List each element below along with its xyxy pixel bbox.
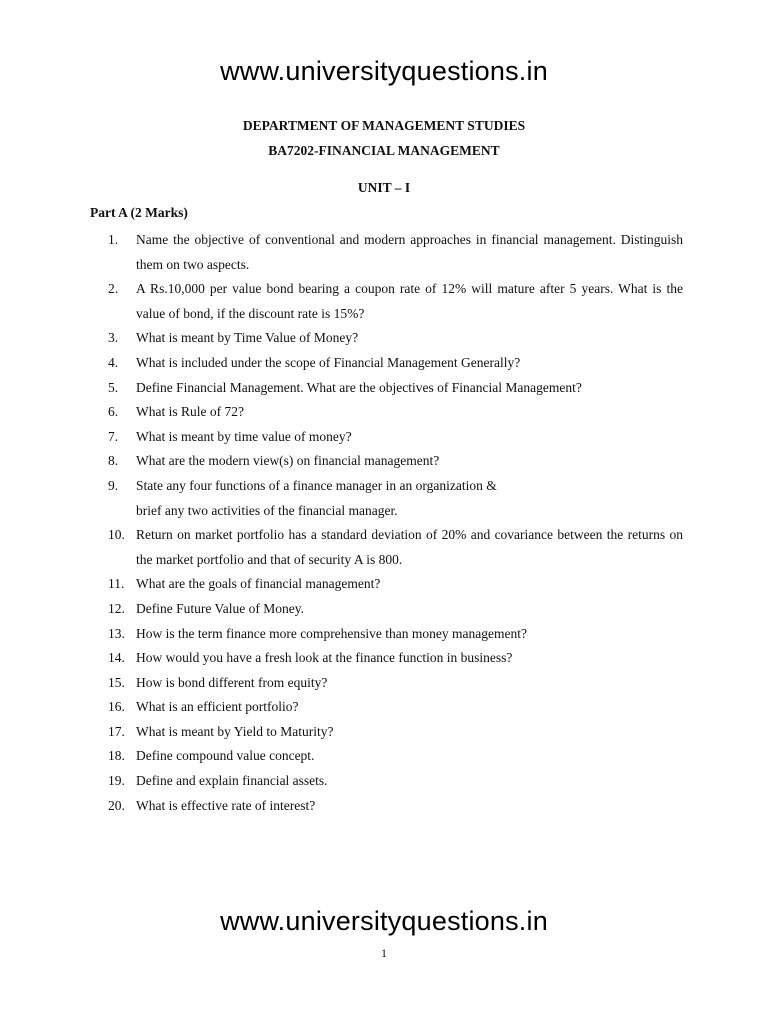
question-text: What is meant by time value of money? — [136, 428, 352, 444]
question-number: 19. — [108, 773, 125, 789]
question-item — [108, 769, 683, 794]
question-text-line-2: brief any two activities of the financial manager. — [136, 502, 398, 518]
question-item — [108, 523, 683, 572]
question-text: What is Rule of 72? — [136, 404, 244, 420]
question-number: 20. — [108, 797, 125, 813]
question-number: 17. — [108, 723, 125, 739]
question-number: 14. — [108, 650, 125, 666]
question-number: 6. — [108, 404, 119, 420]
question-number: 7. — [108, 428, 119, 444]
question-text: What is meant by Time Value of Money? — [136, 330, 359, 346]
question-text: What is meant by Yield to Maturity? — [136, 723, 334, 739]
question-item — [108, 376, 683, 401]
question-text: What are the goals of financial management? — [136, 576, 381, 592]
question-item — [108, 572, 683, 597]
page-number: 1 — [381, 946, 387, 960]
question-number: 16. — [108, 699, 125, 715]
question-text: Define Future Value of Money. — [136, 600, 304, 616]
question-item — [108, 597, 683, 622]
question-text: How would you have a fresh look at the finance function in business? — [136, 650, 513, 666]
question-number: 13. — [108, 625, 125, 641]
question-number: 3. — [108, 330, 119, 346]
question-text: Return on market portfolio has a standard deviation of 20% and covariance between the returns on the market portfolio and that of security A is 800. — [136, 527, 683, 567]
question-text: What is an efficient portfolio? — [136, 699, 299, 715]
question-number: 11. — [108, 576, 125, 592]
question-text: What is effective rate of interest? — [136, 797, 316, 813]
question-text: A Rs.10,000 per value bond bearing a coupon rate of 12% will mature after 5 years. What is the value of bond, if the discount rate is 15%? — [136, 281, 683, 321]
question-number: 9. — [108, 477, 119, 493]
question-number: 4. — [108, 354, 119, 370]
question-text-line-1: State any four functions of a finance manager in an organization & — [136, 477, 497, 493]
question-number: 2. — [108, 281, 119, 297]
question-text: What is included under the scope of Financial Management Generally? — [136, 354, 521, 370]
question-item — [108, 425, 683, 450]
question-list — [108, 228, 683, 818]
watermark-bottom: www.universityquestions.in — [220, 906, 548, 936]
question-item — [108, 400, 683, 425]
question-text: How is bond different from equity? — [136, 674, 328, 690]
question-item — [108, 474, 683, 523]
question-text: What are the modern view(s) on financial management? — [136, 453, 440, 469]
unit-heading: UNIT – I — [357, 180, 411, 195]
watermark-top: www.universityquestions.in — [220, 56, 548, 86]
question-item — [108, 351, 683, 376]
question-item — [108, 720, 683, 745]
question-item — [108, 794, 683, 819]
question-item — [108, 695, 683, 720]
question-text: Name the objective of conventional and modern approaches in financial management. Distinguish them on two aspects. — [136, 232, 683, 272]
question-number: 10. — [108, 527, 125, 543]
question-number: 15. — [108, 674, 125, 690]
question-item — [108, 326, 683, 351]
question-number: 1. — [108, 232, 119, 247]
question-text: How is the term finance more comprehensive than money management? — [136, 625, 527, 641]
question-text: Define Financial Management. What are the objectives of Financial Management? — [136, 379, 582, 395]
question-item — [108, 671, 683, 696]
part-heading: Part A (2 Marks) — [90, 205, 188, 220]
question-number: 5. — [108, 379, 119, 395]
course-heading: BA7202-FINANCIAL MANAGEMENT — [268, 143, 500, 158]
question-number: 12. — [108, 600, 125, 616]
department-heading: DEPARTMENT OF MANAGEMENT STUDIES — [242, 118, 526, 133]
question-number: 8. — [108, 453, 119, 469]
question-item — [108, 277, 683, 326]
question-item — [108, 449, 683, 474]
question-text: Define and explain financial assets. — [136, 773, 328, 789]
question-item — [108, 622, 683, 647]
question-number: 18. — [108, 748, 125, 764]
question-item — [108, 228, 683, 277]
question-item — [108, 744, 683, 769]
question-item — [108, 646, 683, 671]
question-text: Define compound value concept. — [136, 748, 315, 764]
